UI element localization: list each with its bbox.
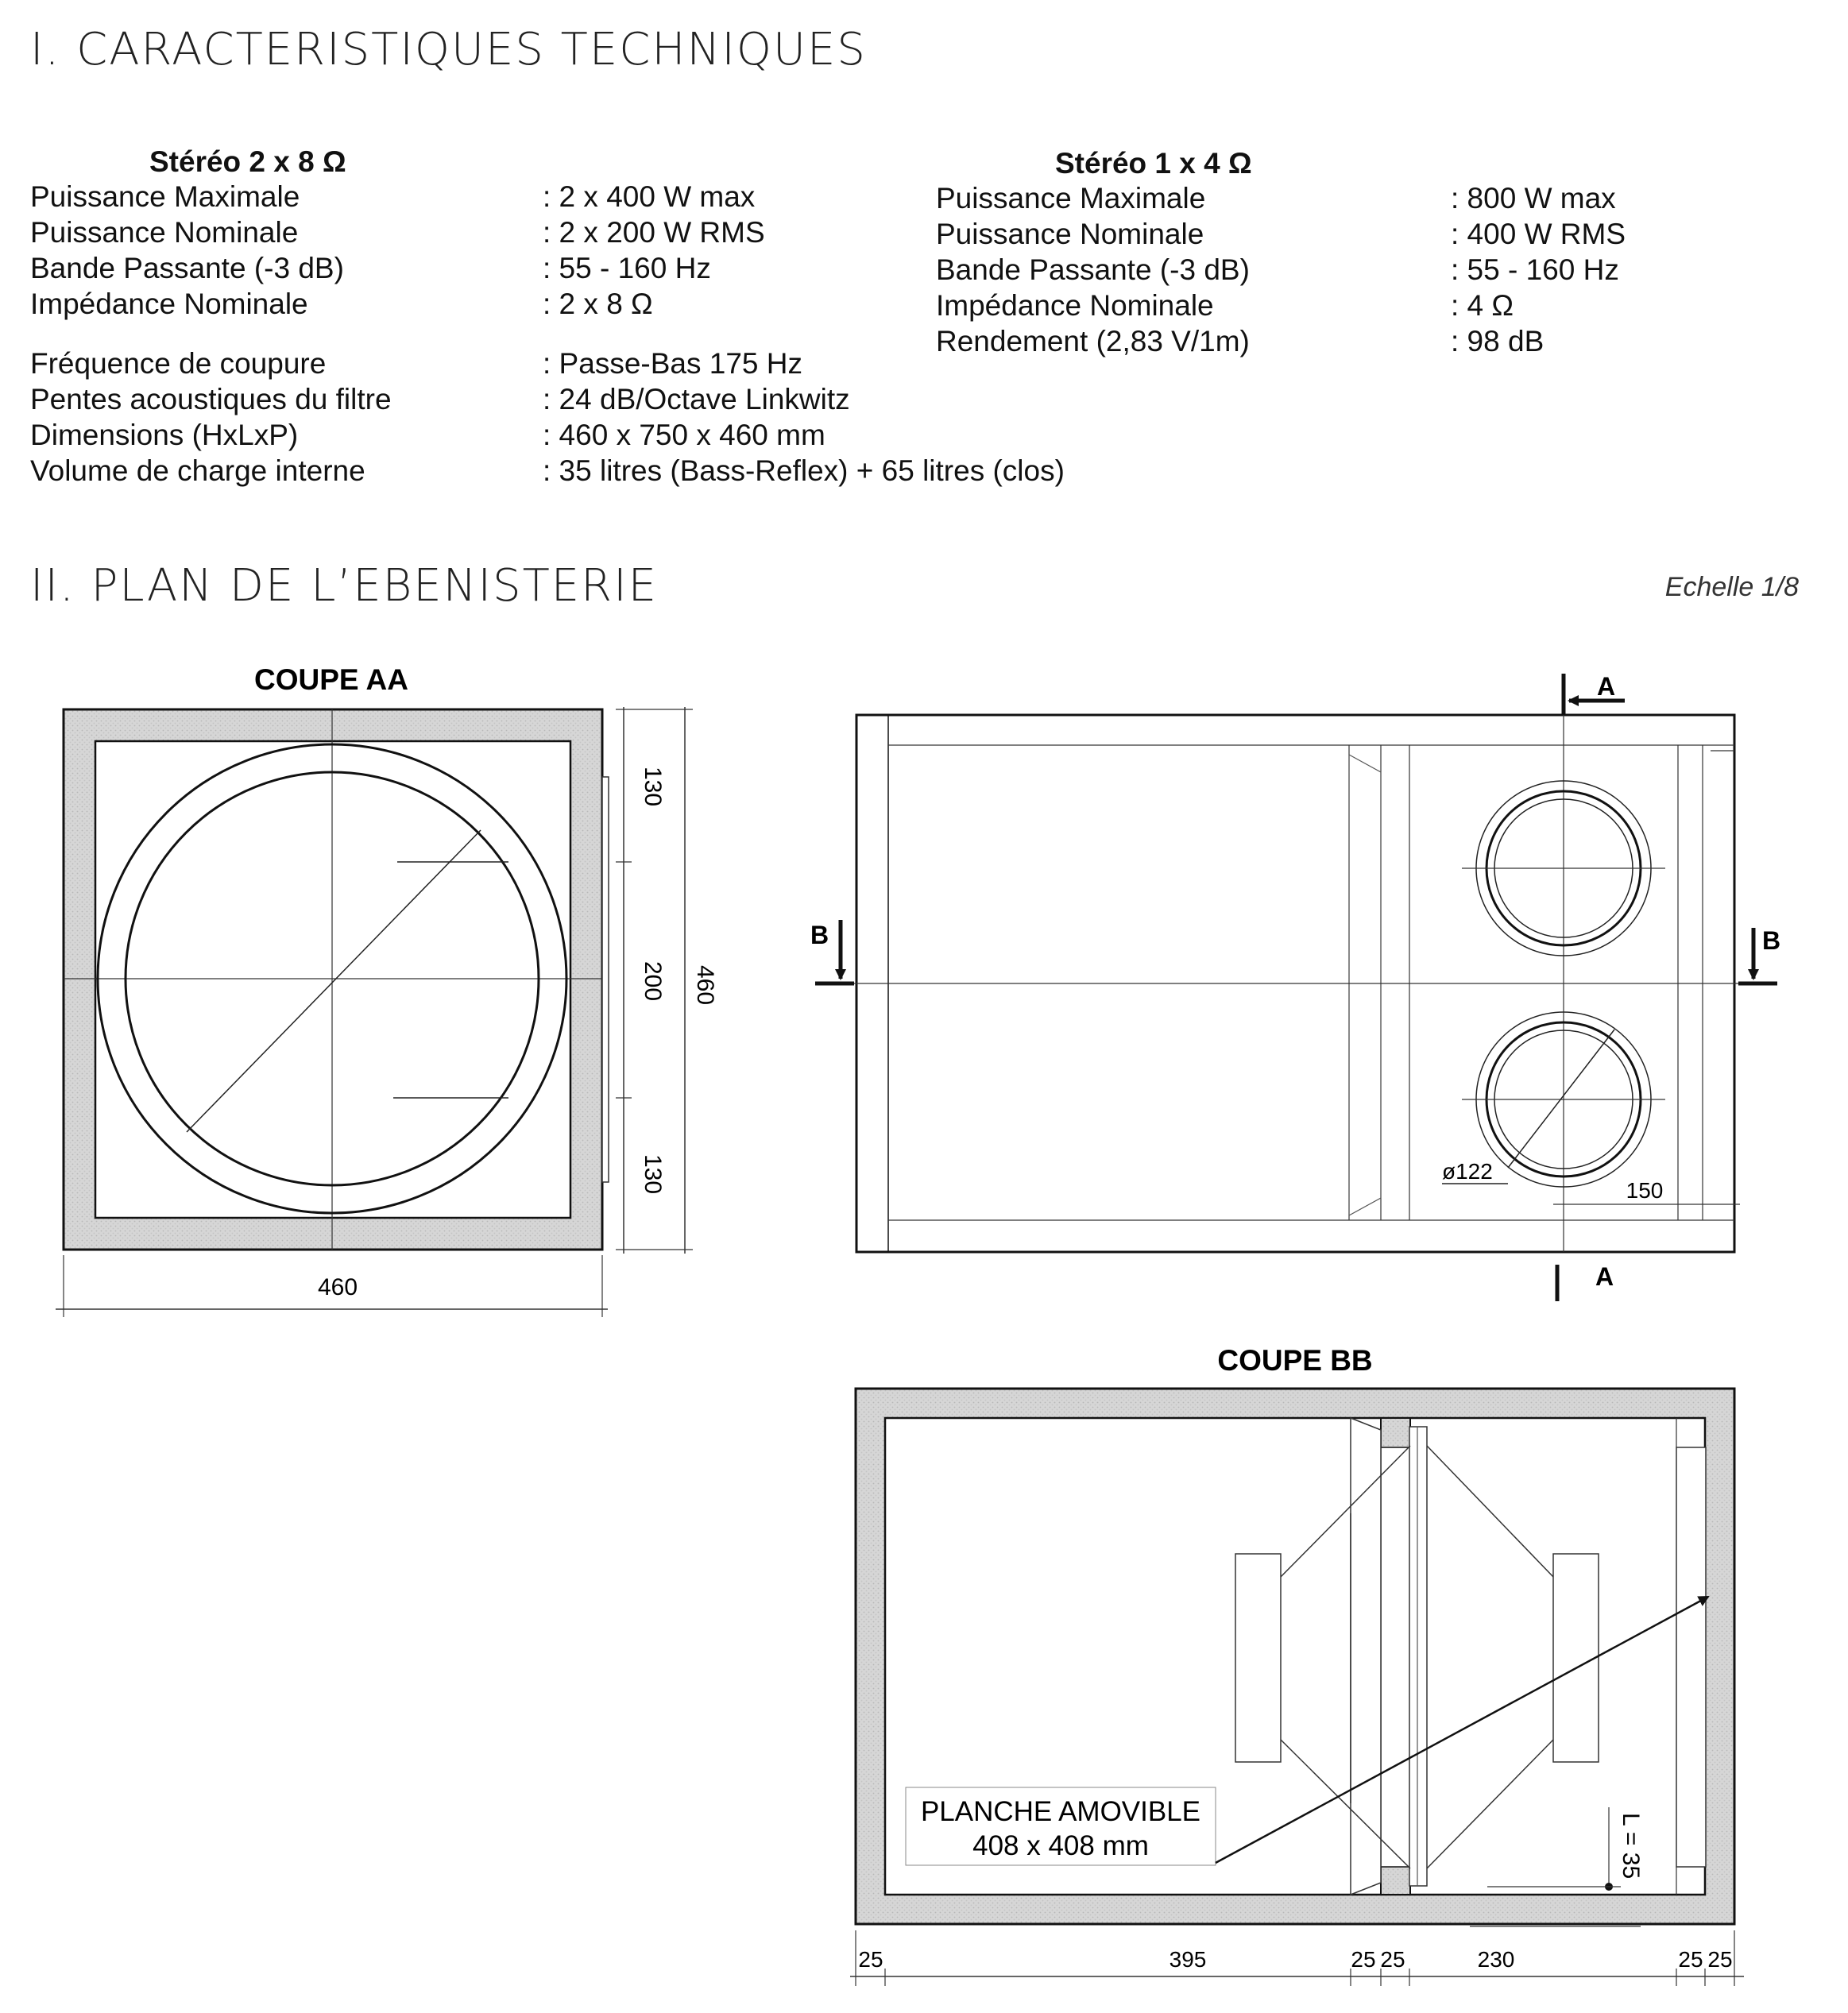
port-offset-label: 150 — [1626, 1178, 1664, 1203]
spec-label: Puissance Maximale — [30, 180, 300, 213]
dim-460-width: 460 — [317, 1274, 358, 1300]
baffle-plate — [1409, 1427, 1427, 1886]
removable-board — [1676, 1447, 1706, 1867]
dim-25: 25 — [1380, 1947, 1405, 1972]
spec-value: : 400 W RMS — [1451, 218, 1626, 250]
spec-label: Impédance Nominale — [30, 288, 308, 320]
dim-130-bottom: 130 — [640, 1153, 666, 1195]
dim-25: 25 — [1678, 1947, 1703, 1972]
spec-label: Dimensions (HxLxP) — [30, 419, 299, 451]
spec-value: : 24 dB/Octave Linkwitz — [543, 383, 850, 415]
baffle-cutout — [1381, 1447, 1410, 1867]
section-label-a-bottom: A — [1595, 1262, 1614, 1291]
spec-value: : Passe-Bas 175 Hz — [543, 347, 802, 380]
dim-130-top: 130 — [640, 766, 666, 807]
dim-25: 25 — [1351, 1947, 1376, 1972]
spec-value: : 2 x 200 W RMS — [543, 216, 765, 249]
section-title-cabinet-plan: II. PLAN DE L’EBENISTERIE — [30, 560, 658, 612]
port-flare — [1351, 1418, 1381, 1895]
spec-value: : 98 dB — [1451, 325, 1545, 357]
spec-value: : 2 x 8 Ω — [543, 288, 653, 320]
spec-label: Puissance Nominale — [30, 216, 299, 249]
spec-value: : 800 W max — [1451, 182, 1616, 214]
magnet-right — [1553, 1554, 1599, 1762]
horn-shape — [1349, 755, 1381, 1215]
spec-value: : 55 - 160 Hz — [1451, 253, 1619, 286]
spec-value: : 55 - 160 Hz — [543, 252, 711, 284]
spec-label: Rendement (2,83 V/1m) — [936, 325, 1250, 357]
dim-25: 25 — [858, 1947, 883, 1972]
magnet-left — [1235, 1554, 1281, 1762]
spec-label: Volume de charge interne — [30, 454, 365, 487]
coupe-bb-title: COUPE BB — [1217, 1344, 1373, 1377]
board-label-line2: 408 x 408 mm — [972, 1830, 1149, 1861]
dim-230: 230 — [1477, 1947, 1515, 1972]
spec-label: Bande Passante (-3 dB) — [30, 252, 344, 284]
port-slot — [602, 777, 609, 1182]
diameter-line — [1508, 1030, 1614, 1168]
coupe-aa-title: COUPE AA — [254, 663, 408, 696]
dim-25: 25 — [1707, 1947, 1733, 1972]
spec-value: : 35 litres (Bass-Reflex) + 65 litres (clos) — [543, 454, 1065, 487]
spec-heading-stereo-1x4: Stéréo 1 x 4 Ω — [1055, 147, 1252, 180]
spec-label: Puissance Maximale — [936, 182, 1206, 214]
spec-heading-stereo-2x8: Stéréo 2 x 8 Ω — [149, 145, 346, 178]
dim-395: 395 — [1169, 1947, 1207, 1972]
spec-label: Puissance Nominale — [936, 218, 1204, 250]
coupe-bb-view — [850, 1344, 1744, 1986]
port-diameter-label: ø122 — [1442, 1159, 1493, 1184]
board-label-line1: PLANCHE AMOVIBLE — [920, 1796, 1201, 1827]
spec-label: Fréquence de coupure — [30, 347, 327, 380]
l-dimension-label: L = 35 — [1618, 1813, 1644, 1880]
dim-460-height: 460 — [692, 964, 718, 1006]
section-label-b-right: B — [1762, 926, 1781, 955]
spec-label: Impédance Nominale — [936, 289, 1214, 322]
section-title-specs: I. CARACTERISTIQUES TECHNIQUES — [30, 24, 867, 75]
section-label-b-left: B — [810, 921, 829, 949]
top-view — [810, 672, 1780, 1301]
dim-200: 200 — [640, 960, 666, 1002]
coupe-aa-view — [56, 663, 718, 1317]
spec-label: Bande Passante (-3 dB) — [936, 253, 1250, 286]
scale-label: Echelle 1/8 — [1664, 572, 1799, 602]
spec-value: : 4 Ω — [1451, 289, 1514, 322]
spec-value: : 460 x 750 x 460 mm — [543, 419, 825, 451]
spec-label: Pentes acoustiques du filtre — [30, 383, 392, 415]
section-label-a-top: A — [1597, 672, 1616, 701]
spec-value: : 2 x 400 W max — [543, 180, 756, 213]
